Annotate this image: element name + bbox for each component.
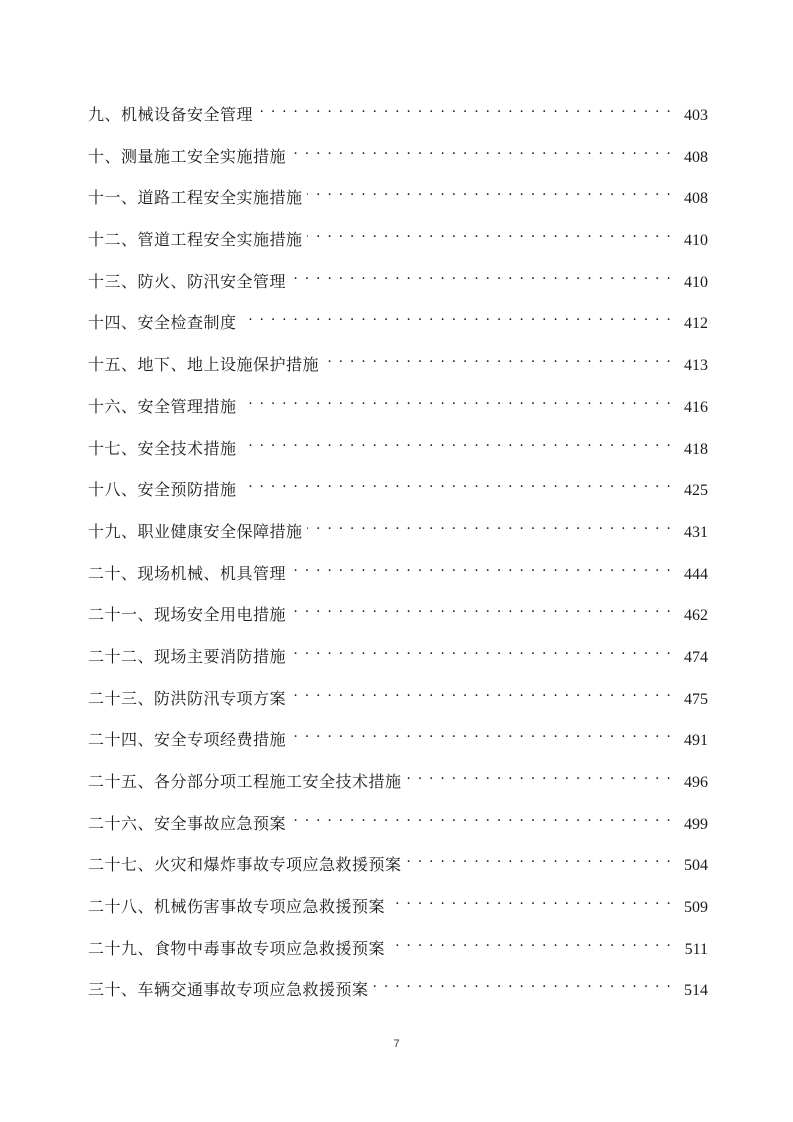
toc-entry[interactable] <box>88 846 708 888</box>
page-number: 7 <box>393 1038 400 1050</box>
toc-entry-page: 474 <box>684 648 708 666</box>
toc-entry-page: 444 <box>684 565 708 583</box>
toc-entry-title: 二十七、火灾和爆炸事故专项应急救援预案 <box>88 855 402 875</box>
toc-entry[interactable] <box>88 304 708 346</box>
toc-dot-leader <box>290 721 672 745</box>
toc-entry-page: 499 <box>684 815 708 833</box>
toc-entry-title: 二十六、安全事故应急预案 <box>88 813 287 833</box>
toc-entry[interactable] <box>88 263 708 305</box>
toc-dot-leader <box>241 388 672 412</box>
toc-entry-title: 二十一、现场安全用电措施 <box>88 605 287 625</box>
toc-entry[interactable] <box>88 221 708 263</box>
toc-entry-page: 509 <box>684 899 708 917</box>
toc-entry[interactable] <box>88 179 708 221</box>
toc-dot-leader <box>290 680 672 704</box>
table-of-contents <box>88 96 708 1013</box>
toc-entry-title: 九、机械设备安全管理 <box>88 105 254 124</box>
toc-entry-page: 410 <box>684 232 708 250</box>
toc-dot-leader <box>290 263 672 287</box>
toc-entry[interactable] <box>88 930 708 972</box>
toc-entry-title: 二十五、各分部分项工程施工安全技术措施 <box>88 772 402 791</box>
toc-entry-page: 413 <box>684 357 708 375</box>
toc-entry-title: 十二、管道工程安全实施措施 <box>88 230 303 250</box>
toc-entry-page: 410 <box>684 273 708 291</box>
toc-entry[interactable] <box>88 346 708 388</box>
toc-entry-page: 496 <box>684 774 708 791</box>
toc-entry-title: 十三、防火、防汛安全管理 <box>88 271 287 291</box>
toc-entry[interactable] <box>88 971 708 1013</box>
toc-entry[interactable] <box>88 430 708 472</box>
toc-entry[interactable] <box>88 888 708 930</box>
toc-entry-page: 403 <box>684 107 708 124</box>
toc-entry-page: 412 <box>684 315 708 333</box>
toc-entry-page: 511 <box>684 940 708 958</box>
toc-dot-leader <box>290 596 672 620</box>
toc-entry[interactable] <box>88 721 708 763</box>
toc-entry-title: 十八、安全预防措施 <box>88 480 237 500</box>
toc-entry-title: 二十二、现场主要消防措施 <box>88 646 287 666</box>
toc-entry-title: 二十八、机械伤害事故专项应急救援预案 <box>88 897 386 917</box>
toc-entry[interactable] <box>88 138 708 180</box>
toc-entry[interactable] <box>88 763 708 805</box>
toc-dot-leader <box>307 221 672 245</box>
toc-entry-page: 425 <box>684 482 708 500</box>
toc-entry[interactable] <box>88 638 708 680</box>
toc-entry[interactable] <box>88 96 708 138</box>
toc-entry[interactable] <box>88 805 708 847</box>
toc-dot-leader <box>389 930 672 954</box>
toc-entry-page: 431 <box>684 523 708 541</box>
toc-entry-page: 408 <box>684 148 708 166</box>
toc-dot-leader <box>406 846 672 870</box>
toc-dot-leader <box>307 513 672 537</box>
toc-dot-leader <box>323 346 672 370</box>
toc-dot-leader <box>241 430 672 454</box>
toc-entry[interactable] <box>88 513 708 555</box>
toc-entry[interactable] <box>88 680 708 722</box>
toc-entry-page: 408 <box>684 190 708 208</box>
toc-entry-page: 462 <box>684 607 708 625</box>
toc-entry-title: 二十四、安全专项经费措施 <box>88 730 287 750</box>
toc-entry-page: 416 <box>684 398 708 416</box>
toc-entry[interactable] <box>88 471 708 513</box>
toc-entry[interactable] <box>88 555 708 597</box>
toc-entry[interactable] <box>88 596 708 638</box>
toc-entry-page: 514 <box>684 982 708 1000</box>
toc-dot-leader <box>290 805 672 829</box>
toc-dot-leader <box>241 304 672 328</box>
toc-dot-leader <box>373 971 672 995</box>
toc-dot-leader <box>307 179 672 203</box>
toc-entry-title: 二十九、食物中毒事故专项应急救援预案 <box>88 938 386 958</box>
toc-dot-leader <box>290 138 672 162</box>
toc-entry-title: 十七、安全技术措施 <box>88 438 237 458</box>
toc-entry-page: 504 <box>684 857 708 875</box>
toc-entry-title: 二十三、防洪防汛专项方案 <box>88 688 287 708</box>
toc-dot-leader <box>241 471 672 495</box>
toc-entry-title: 十、测量施工安全实施措施 <box>88 146 287 166</box>
toc-dot-leader <box>290 638 672 662</box>
toc-entry-page: 475 <box>684 690 708 708</box>
toc-entry-title: 三十、车辆交通事故专项应急救援预案 <box>88 980 369 1000</box>
toc-dot-leader <box>257 96 672 120</box>
toc-entry-title: 二十、现场机械、机具管理 <box>88 563 287 583</box>
toc-entry-title: 十六、安全管理措施 <box>88 396 237 416</box>
toc-dot-leader <box>389 888 672 912</box>
toc-entry-title: 十九、职业健康安全保障措施 <box>88 521 303 541</box>
toc-entry-title: 十五、地下、地上设施保护措施 <box>88 355 320 375</box>
toc-entry-title: 十一、道路工程安全实施措施 <box>88 188 303 208</box>
toc-entry-title: 十四、安全检查制度 <box>88 313 237 333</box>
toc-dot-leader <box>290 555 672 579</box>
toc-entry-page: 491 <box>684 732 708 750</box>
toc-entry-page: 418 <box>684 440 708 458</box>
toc-dot-leader <box>406 763 672 787</box>
toc-entry[interactable] <box>88 388 708 430</box>
